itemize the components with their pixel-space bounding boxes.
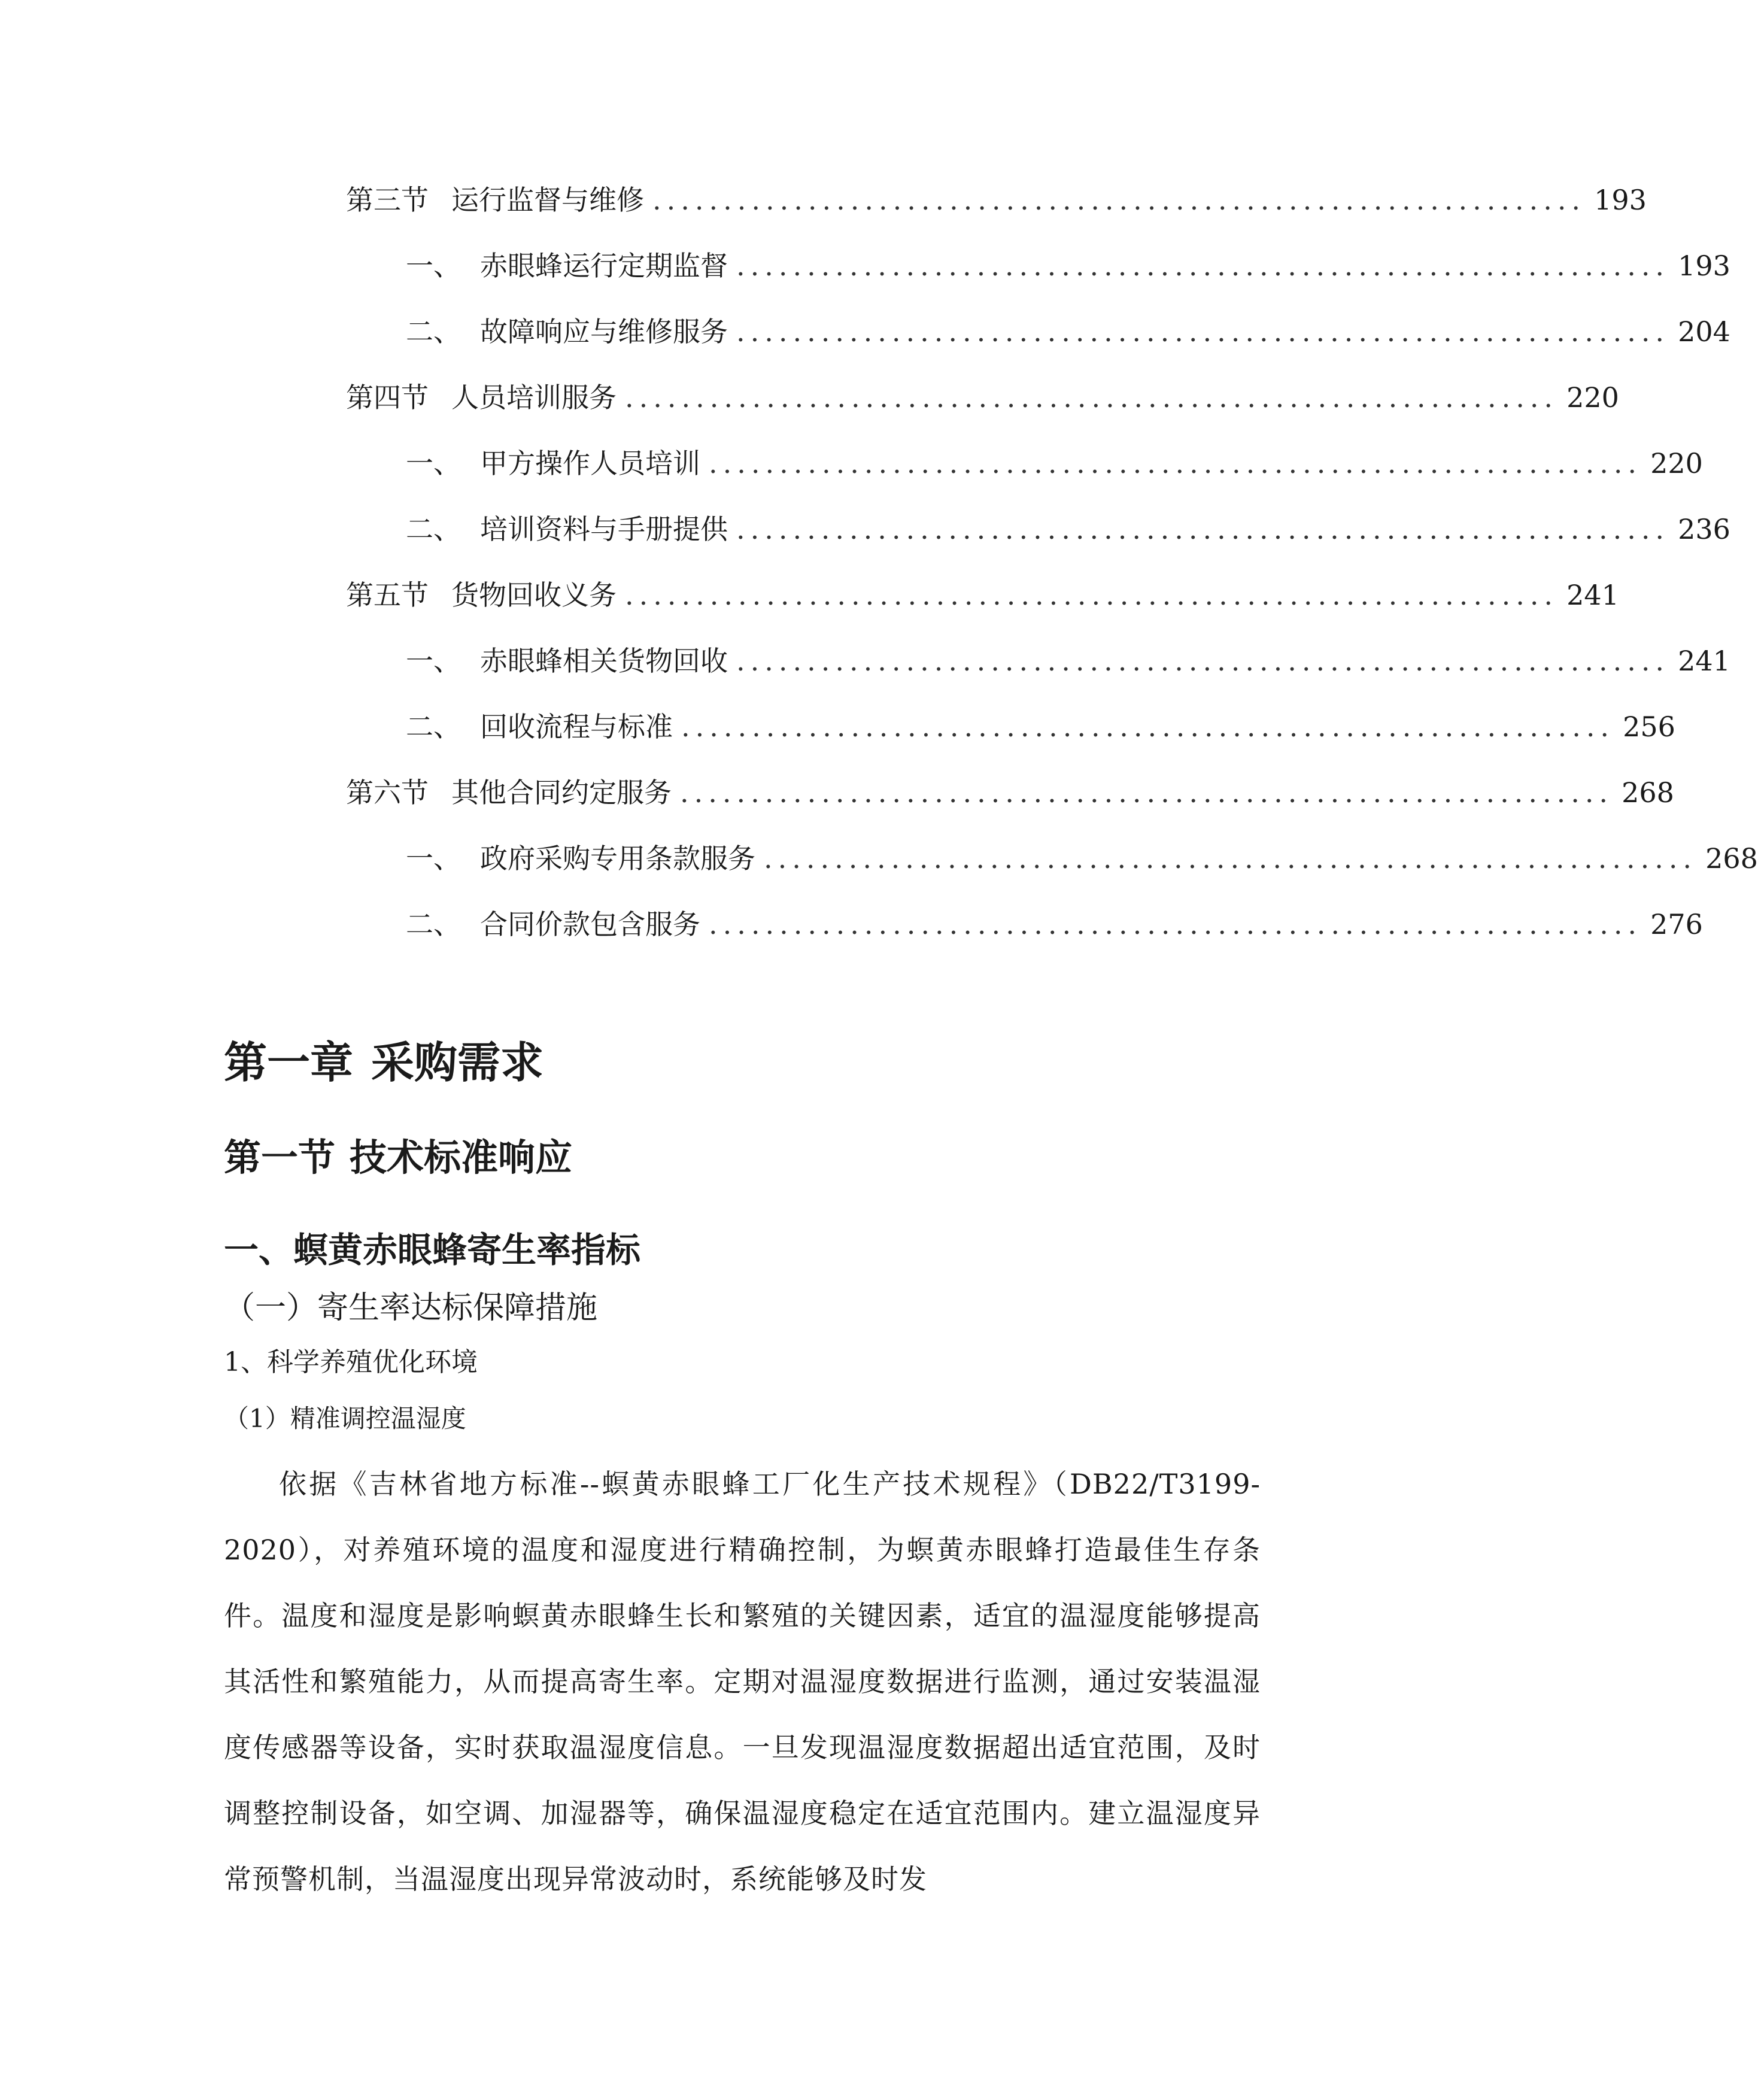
toc-entry-number: 第五节 — [346, 579, 429, 611]
toc-leader-dots: .................................................................. — [625, 579, 1559, 611]
toc-entry-page: 256 — [1623, 711, 1675, 743]
toc-entry-title: 回收流程与标准 — [480, 711, 673, 743]
toc-entry-number: 第三节 — [346, 184, 429, 216]
toc-entry-page: 241 — [1566, 579, 1619, 611]
section-title: 技术标准响应 — [350, 1136, 573, 1179]
chapter-number: 第一章 — [224, 1037, 354, 1088]
toc-entry-title: 人员培训服务 — [451, 381, 617, 414]
toc-entry[interactable] — [406, 639, 1730, 682]
section-heading — [224, 1134, 572, 1182]
toc-entry-title: 政府采购专用条款服务 — [480, 842, 755, 875]
toc-entry[interactable] — [406, 837, 1758, 880]
toc-entry-title: 货物回收义务 — [451, 579, 617, 611]
toc-leader-dots: .................................................................. — [680, 776, 1614, 809]
toc-entry-title: 赤眼蜂相关货物回收 — [480, 645, 728, 677]
toc-entry-page: 236 — [1678, 513, 1730, 545]
chapter-heading — [224, 1036, 544, 1090]
subsection-heading: 一、螟黄赤眼蜂寄生率指标 — [224, 1230, 641, 1270]
toc-entry-page: 220 — [1566, 381, 1619, 414]
section-number: 第一节 — [224, 1136, 336, 1179]
toc-entry-page: 220 — [1650, 447, 1703, 480]
toc-entry[interactable] — [406, 705, 1675, 748]
toc-leader-dots: .................................................................. — [652, 184, 1586, 216]
toc-entry-number: 一、 — [406, 645, 461, 677]
toc-entry-number: 第六节 — [346, 776, 429, 809]
subsubsection-heading: （一）寄生率达标保障措施 — [224, 1290, 598, 1326]
toc-entry-page: 268 — [1705, 842, 1758, 875]
toc-leader-dots: .................................................................. — [736, 315, 1670, 348]
toc-entry-number: 第四节 — [346, 381, 429, 414]
item-heading: 1、科学养殖优化环境 — [224, 1347, 478, 1377]
toc-entry-title: 培训资料与手册提供 — [480, 513, 728, 545]
toc-entry-page: 193 — [1678, 250, 1730, 282]
toc-entry[interactable] — [346, 573, 1619, 617]
toc-entry-title: 赤眼蜂运行定期监督 — [480, 250, 728, 282]
toc-entry-title: 其他合同约定服务 — [451, 776, 672, 809]
toc-entry[interactable] — [406, 310, 1730, 353]
toc-leader-dots: .................................................................. — [736, 513, 1670, 545]
toc-entry[interactable] — [346, 178, 1647, 221]
toc-entry[interactable] — [346, 376, 1619, 419]
toc-entry-title: 甲方操作人员培训 — [480, 447, 700, 480]
toc-entry-page: 204 — [1678, 315, 1730, 348]
toc-entry[interactable] — [406, 903, 1703, 946]
toc-entry-page: 193 — [1594, 184, 1647, 216]
toc-entry-title: 合同价款包含服务 — [480, 908, 700, 940]
toc-entry-number: 二、 — [406, 315, 461, 348]
toc-entry-title: 故障响应与维修服务 — [480, 315, 728, 348]
toc-entry-page: 268 — [1622, 776, 1674, 809]
subitem-heading: （1）精准调控温湿度 — [224, 1404, 466, 1433]
chapter-title: 采购需求 — [371, 1037, 544, 1088]
toc-entry-number: 一、 — [406, 842, 461, 875]
toc-entry-title: 运行监督与维修 — [451, 184, 644, 216]
toc-entry[interactable] — [406, 244, 1730, 287]
toc-entry[interactable] — [406, 442, 1703, 485]
toc-entry-page: 276 — [1650, 908, 1703, 940]
toc-leader-dots: .................................................................. — [709, 908, 1642, 940]
toc-leader-dots: .................................................................. — [709, 447, 1642, 480]
toc-leader-dots: .................................................................. — [736, 250, 1670, 282]
toc-entry-number: 一、 — [406, 250, 461, 282]
toc-entry-number: 二、 — [406, 908, 461, 940]
toc-entry-number: 二、 — [406, 513, 461, 545]
toc-entry-number: 二、 — [406, 711, 461, 743]
toc-leader-dots: .................................................................. — [764, 842, 1698, 875]
toc-entry-number: 一、 — [406, 447, 461, 480]
toc-leader-dots: .................................................................. — [681, 711, 1615, 743]
toc-entry[interactable] — [346, 771, 1674, 814]
toc-leader-dots: .................................................................. — [736, 645, 1670, 677]
body-paragraph: 依据《吉林省地方标准--螟黄赤眼蜂工厂化生产技术规程》（DB22/T3199-2020），对养殖环境的温度和湿度进行精确控制，为螟黄赤眼蜂打造最佳生存条件。温度和湿度是影响螟黄赤眼蜂生长和繁殖的关键因素，适宜的温湿度能够提高其活性和繁殖能力，从而提高寄生率。定期对温湿度数据进行监测，通过安装温湿度传感器等设备，实时获取温湿度信息。一旦发现温湿度数据超出适宜范围，及时调整控制设备，如空调、加湿器等，确保温湿度稳定在适宜范围内。建立温湿度异常预警机制，当温湿度出现异常波动时，系统能够及时发 — [224, 1468, 1261, 1895]
toc-entry[interactable] — [406, 508, 1730, 551]
toc-entry-page: 241 — [1678, 645, 1730, 677]
toc-leader-dots: .................................................................. — [625, 381, 1559, 414]
